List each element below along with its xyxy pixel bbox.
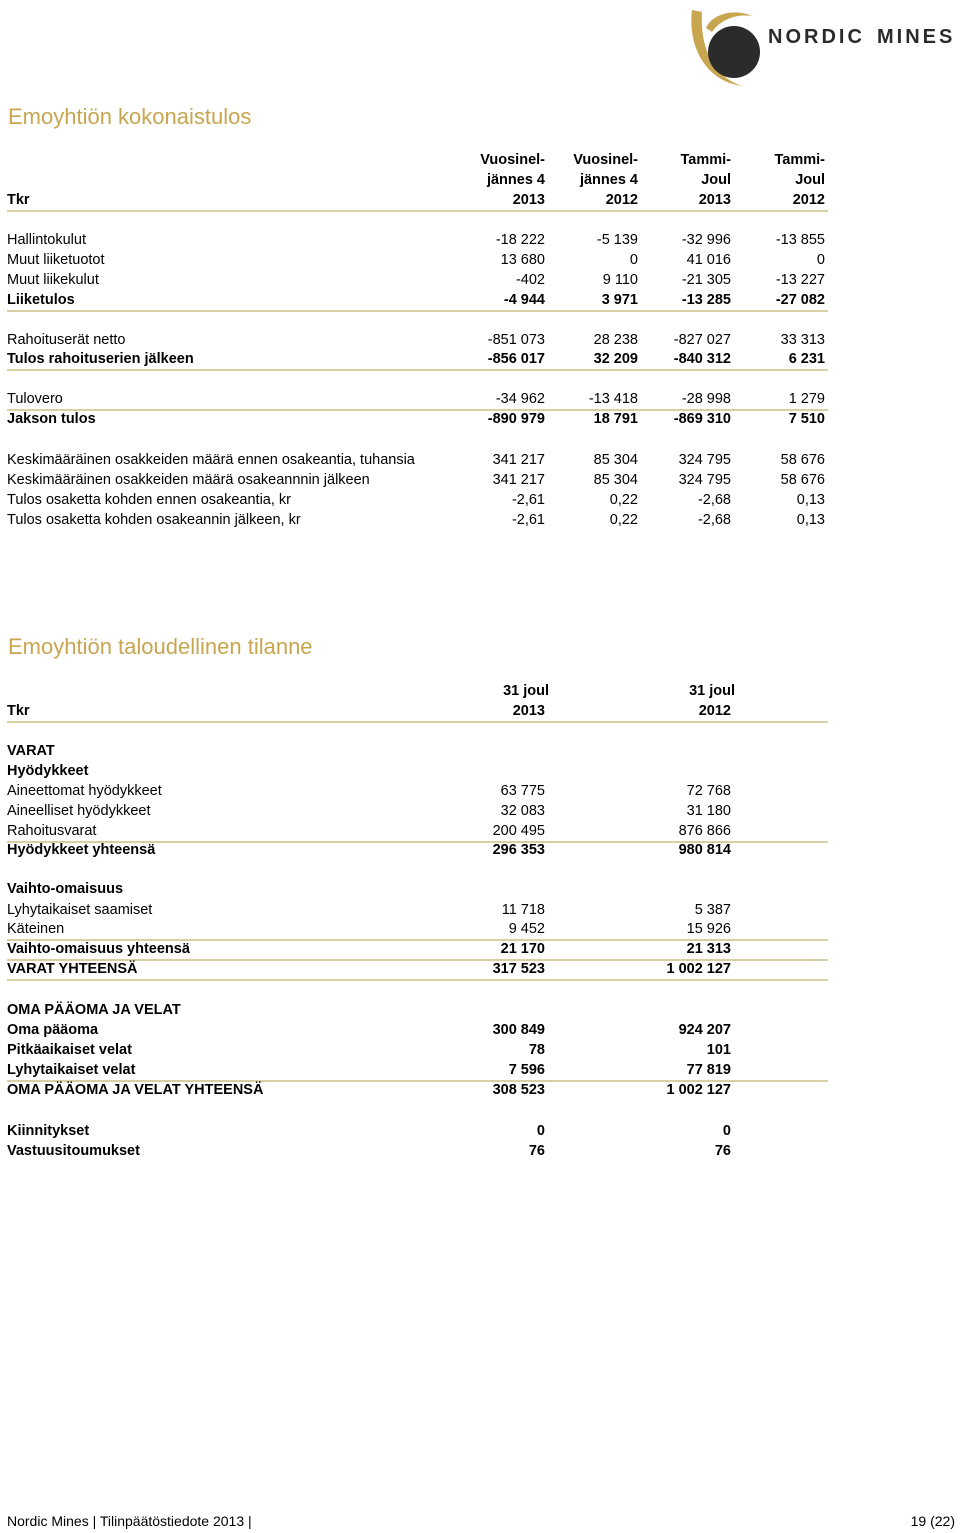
row-label: Oma pääoma bbox=[7, 1022, 99, 1038]
cell-value: 28 238 bbox=[593, 332, 638, 348]
row bbox=[7, 781, 828, 801]
cell-value: 0,22 bbox=[609, 512, 638, 528]
cell-value: -27 082 bbox=[775, 292, 825, 308]
cell-value: 9 110 bbox=[602, 272, 638, 288]
row-label: Rahoituserät netto bbox=[7, 332, 126, 348]
cell-value: 0,13 bbox=[796, 512, 825, 528]
row bbox=[7, 230, 828, 250]
row-label: Tulos osaketta kohden ennen osakeantia, kr bbox=[7, 492, 292, 508]
cell-value: -827 027 bbox=[673, 332, 731, 348]
row-label: OMA PÄÄOMA JA VELAT bbox=[7, 1002, 181, 1018]
logo-text-mines: MINES bbox=[877, 26, 956, 48]
cell-value: 76 bbox=[528, 1143, 545, 1159]
table-row bbox=[7, 1000, 828, 1020]
cell-value: 876 866 bbox=[678, 823, 731, 839]
row bbox=[7, 761, 828, 781]
cell-value: 21 170 bbox=[500, 941, 545, 957]
cell-value: 296 353 bbox=[492, 842, 545, 858]
cell-value: -34 962 bbox=[495, 391, 545, 407]
col-header: Vuosinel- bbox=[573, 152, 638, 168]
row bbox=[7, 1121, 828, 1141]
col-header: 2013 bbox=[698, 192, 731, 208]
row bbox=[7, 801, 828, 821]
cell-value: 72 768 bbox=[686, 783, 731, 799]
cell-value: 308 523 bbox=[492, 1082, 545, 1098]
table-row bbox=[7, 470, 828, 490]
cell-value: 21 313 bbox=[686, 941, 731, 957]
cell-value: -13 285 bbox=[681, 292, 731, 308]
cell-value: 1 279 bbox=[788, 391, 825, 407]
row-label: Pitkäaikaiset velat bbox=[7, 1042, 132, 1058]
row-label: Keskimääräinen osakkeiden määrä osakeannnin jälkeen bbox=[7, 472, 370, 488]
row-label: Vaihto-omaisuus bbox=[7, 881, 124, 897]
row-label: Lyhytaikaiset velat bbox=[7, 1062, 136, 1078]
col-header: Joul bbox=[795, 172, 825, 188]
cell-value: 1 002 127 bbox=[666, 961, 731, 977]
cell-value: 0 bbox=[722, 1123, 731, 1139]
cell-value: -13 418 bbox=[588, 391, 638, 407]
table-row bbox=[7, 741, 828, 761]
row bbox=[7, 840, 828, 860]
cell-value: -869 310 bbox=[673, 411, 731, 427]
col-header: jännes 4 bbox=[486, 172, 545, 188]
nordic-mines-logo bbox=[672, 2, 960, 94]
table-row bbox=[7, 230, 828, 250]
row bbox=[7, 389, 828, 411]
cell-value: 0 bbox=[629, 252, 638, 268]
cell-value: -5 139 bbox=[596, 232, 638, 248]
col-header: jännes 4 bbox=[579, 172, 638, 188]
cell-value: 200 495 bbox=[492, 823, 545, 839]
header-row-2 bbox=[7, 701, 828, 723]
cell-value: 341 217 bbox=[492, 452, 545, 468]
row bbox=[7, 919, 828, 941]
table-row bbox=[7, 1060, 828, 1082]
cell-value: -28 998 bbox=[681, 391, 731, 407]
col-header: 2012 bbox=[605, 192, 638, 208]
cell-value: 63 775 bbox=[500, 783, 545, 799]
tkr-label: Tkr bbox=[7, 703, 30, 719]
cell-value: 101 bbox=[706, 1042, 731, 1058]
col-header: Joul bbox=[701, 172, 731, 188]
col-header: 2013 bbox=[512, 192, 545, 208]
cell-value: -2,61 bbox=[511, 512, 545, 528]
row bbox=[7, 959, 828, 981]
row bbox=[7, 490, 828, 510]
table-row bbox=[7, 959, 828, 981]
table-row bbox=[7, 781, 828, 801]
cell-value: 58 676 bbox=[780, 452, 825, 468]
cell-value: -890 979 bbox=[487, 411, 545, 427]
cell-value: 77 819 bbox=[686, 1062, 731, 1078]
table-row bbox=[7, 879, 828, 899]
table-row bbox=[7, 450, 828, 470]
row-label: Liiketulos bbox=[7, 292, 75, 308]
row-label: Kiinnitykset bbox=[7, 1123, 90, 1139]
cell-value: -851 073 bbox=[487, 332, 545, 348]
row-label: VARAT YHTEENSÄ bbox=[7, 961, 138, 977]
table-row bbox=[7, 349, 828, 371]
table-row bbox=[7, 1141, 828, 1161]
header-row-3 bbox=[7, 190, 828, 212]
footer-text: Nordic Mines | Tilinpäätöstiedote 2013 | bbox=[7, 1513, 252, 1529]
row bbox=[7, 470, 828, 490]
cell-value: 78 bbox=[528, 1042, 545, 1058]
table-row bbox=[7, 1020, 828, 1040]
col-header: 31 joul bbox=[503, 683, 549, 699]
table-row bbox=[7, 761, 828, 781]
row bbox=[7, 450, 828, 470]
cell-value: 3 971 bbox=[601, 292, 638, 308]
cell-value: 324 795 bbox=[678, 452, 731, 468]
row bbox=[7, 741, 828, 761]
cell-value: -856 017 bbox=[487, 351, 545, 367]
row bbox=[7, 510, 828, 530]
row bbox=[7, 1141, 828, 1161]
row-label: Hyödykkeet yhteensä bbox=[7, 842, 156, 858]
balance-sheet-table bbox=[7, 681, 828, 723]
row bbox=[7, 939, 828, 961]
col-header: 2012 bbox=[698, 703, 731, 719]
header-row-1 bbox=[7, 150, 828, 170]
cell-value: 41 016 bbox=[686, 252, 731, 268]
cell-value: 0,13 bbox=[796, 492, 825, 508]
cell-value: 7 510 bbox=[788, 411, 825, 427]
cell-value: 924 207 bbox=[678, 1022, 731, 1038]
cell-value: -2,61 bbox=[511, 492, 545, 508]
table-row bbox=[7, 939, 828, 961]
cell-value: 1 002 127 bbox=[666, 1082, 731, 1098]
table-row bbox=[7, 270, 828, 290]
page-number: 19 (22) bbox=[910, 1513, 955, 1529]
cell-value: 32 209 bbox=[593, 351, 638, 367]
row bbox=[7, 409, 828, 429]
cell-value: -18 222 bbox=[495, 232, 545, 248]
cell-value: 32 083 bbox=[500, 803, 545, 819]
cell-value: 317 523 bbox=[492, 961, 545, 977]
table-row bbox=[7, 389, 828, 411]
row-label: Aineelliset hyödykkeet bbox=[7, 803, 151, 819]
row-label: OMA PÄÄOMA JA VELAT YHTEENSÄ bbox=[7, 1082, 264, 1098]
table-row bbox=[7, 510, 828, 530]
cell-value: 5 387 bbox=[694, 902, 731, 918]
cell-value: 11 718 bbox=[501, 902, 545, 918]
table-row bbox=[7, 490, 828, 510]
cell-value: 76 bbox=[714, 1143, 731, 1159]
cell-value: 980 814 bbox=[678, 842, 731, 858]
row bbox=[7, 1060, 828, 1082]
row-label: Käteinen bbox=[7, 921, 65, 937]
table-row bbox=[7, 919, 828, 941]
row bbox=[7, 1020, 828, 1040]
table-row bbox=[7, 1121, 828, 1141]
row bbox=[7, 349, 828, 371]
table-row bbox=[7, 290, 828, 312]
row bbox=[7, 330, 828, 350]
cell-value: 31 180 bbox=[686, 803, 731, 819]
section-title-balance: Emoyhtiön taloudellinen tilanne bbox=[8, 634, 313, 659]
row-label: Vaihto-omaisuus yhteensä bbox=[7, 941, 190, 957]
row-label: Lyhytaikaiset saamiset bbox=[7, 902, 153, 918]
cell-value: 58 676 bbox=[780, 472, 825, 488]
cell-value: -2,68 bbox=[697, 492, 731, 508]
cell-value: 300 849 bbox=[492, 1022, 545, 1038]
table-row bbox=[7, 840, 828, 860]
income-statement-table bbox=[7, 150, 828, 212]
table-row bbox=[7, 409, 828, 429]
cell-value: 9 452 bbox=[508, 921, 545, 937]
col-header: Tammi- bbox=[774, 152, 825, 168]
row-label: Hyödykkeet bbox=[7, 763, 89, 779]
cell-value: 324 795 bbox=[678, 472, 731, 488]
cell-value: -32 996 bbox=[681, 232, 731, 248]
table-row bbox=[7, 330, 828, 350]
row-label: Keskimääräinen osakkeiden määrä ennen osakeantia, tuhansia bbox=[7, 452, 415, 468]
cell-value: 85 304 bbox=[593, 452, 638, 468]
cell-value: -4 944 bbox=[503, 292, 545, 308]
row bbox=[7, 1000, 828, 1020]
cell-value: -2,68 bbox=[697, 512, 731, 528]
logo-text-nordic: NORDIC bbox=[768, 26, 865, 48]
cell-value: 7 596 bbox=[508, 1062, 545, 1078]
col-header: Tammi- bbox=[680, 152, 731, 168]
header-row-1 bbox=[7, 681, 735, 701]
row bbox=[7, 1040, 828, 1060]
cell-value: 0 bbox=[536, 1123, 545, 1139]
section-title-income: Emoyhtiön kokonaistulos bbox=[8, 104, 252, 129]
row-label: Vastuusitoumukset bbox=[7, 1143, 140, 1159]
col-header: 31 joul bbox=[689, 683, 735, 699]
row-label: Hallintokulut bbox=[7, 232, 86, 248]
row bbox=[7, 270, 828, 290]
table-row bbox=[7, 250, 828, 270]
row-label: Tulos osaketta kohden osakeannin jälkeen, kr bbox=[7, 512, 301, 528]
row bbox=[7, 290, 828, 312]
col-header: Vuosinel- bbox=[480, 152, 545, 168]
tkr-label: Tkr bbox=[7, 192, 30, 208]
table-row bbox=[7, 1040, 828, 1060]
table-row bbox=[7, 801, 828, 821]
col-header: 2013 bbox=[512, 703, 545, 719]
row bbox=[7, 1080, 828, 1100]
cell-value: 0 bbox=[816, 252, 825, 268]
cell-value: 6 231 bbox=[788, 351, 825, 367]
row bbox=[7, 900, 828, 920]
cell-value: 33 313 bbox=[780, 332, 825, 348]
row-label: Jakson tulos bbox=[7, 411, 96, 427]
cell-value: -21 305 bbox=[681, 272, 731, 288]
row-label: VARAT bbox=[7, 743, 55, 759]
row-label: Muut liikekulut bbox=[7, 272, 99, 288]
row-label: Muut liiketuotot bbox=[7, 252, 105, 268]
table-row bbox=[7, 1080, 828, 1100]
cell-value: -13 855 bbox=[775, 232, 825, 248]
cell-value: 13 680 bbox=[500, 252, 545, 268]
row bbox=[7, 879, 828, 899]
cell-value: 0,22 bbox=[609, 492, 638, 508]
header-row-2 bbox=[7, 170, 828, 190]
table-row bbox=[7, 900, 828, 920]
row-label: Aineettomat hyödykkeet bbox=[7, 783, 162, 799]
col-header: 2012 bbox=[792, 192, 825, 208]
cell-value: 18 791 bbox=[593, 411, 638, 427]
cell-value: 85 304 bbox=[593, 472, 638, 488]
row bbox=[7, 250, 828, 270]
cell-value: 341 217 bbox=[492, 472, 545, 488]
row-label: Tulovero bbox=[7, 391, 63, 407]
cell-value: -13 227 bbox=[775, 272, 825, 288]
cell-value: 15 926 bbox=[686, 921, 731, 937]
cell-value: -402 bbox=[515, 272, 545, 288]
cell-value: -840 312 bbox=[673, 351, 731, 367]
row-label: Tulos rahoituserien jälkeen bbox=[7, 351, 194, 367]
row-label: Rahoitusvarat bbox=[7, 823, 97, 839]
